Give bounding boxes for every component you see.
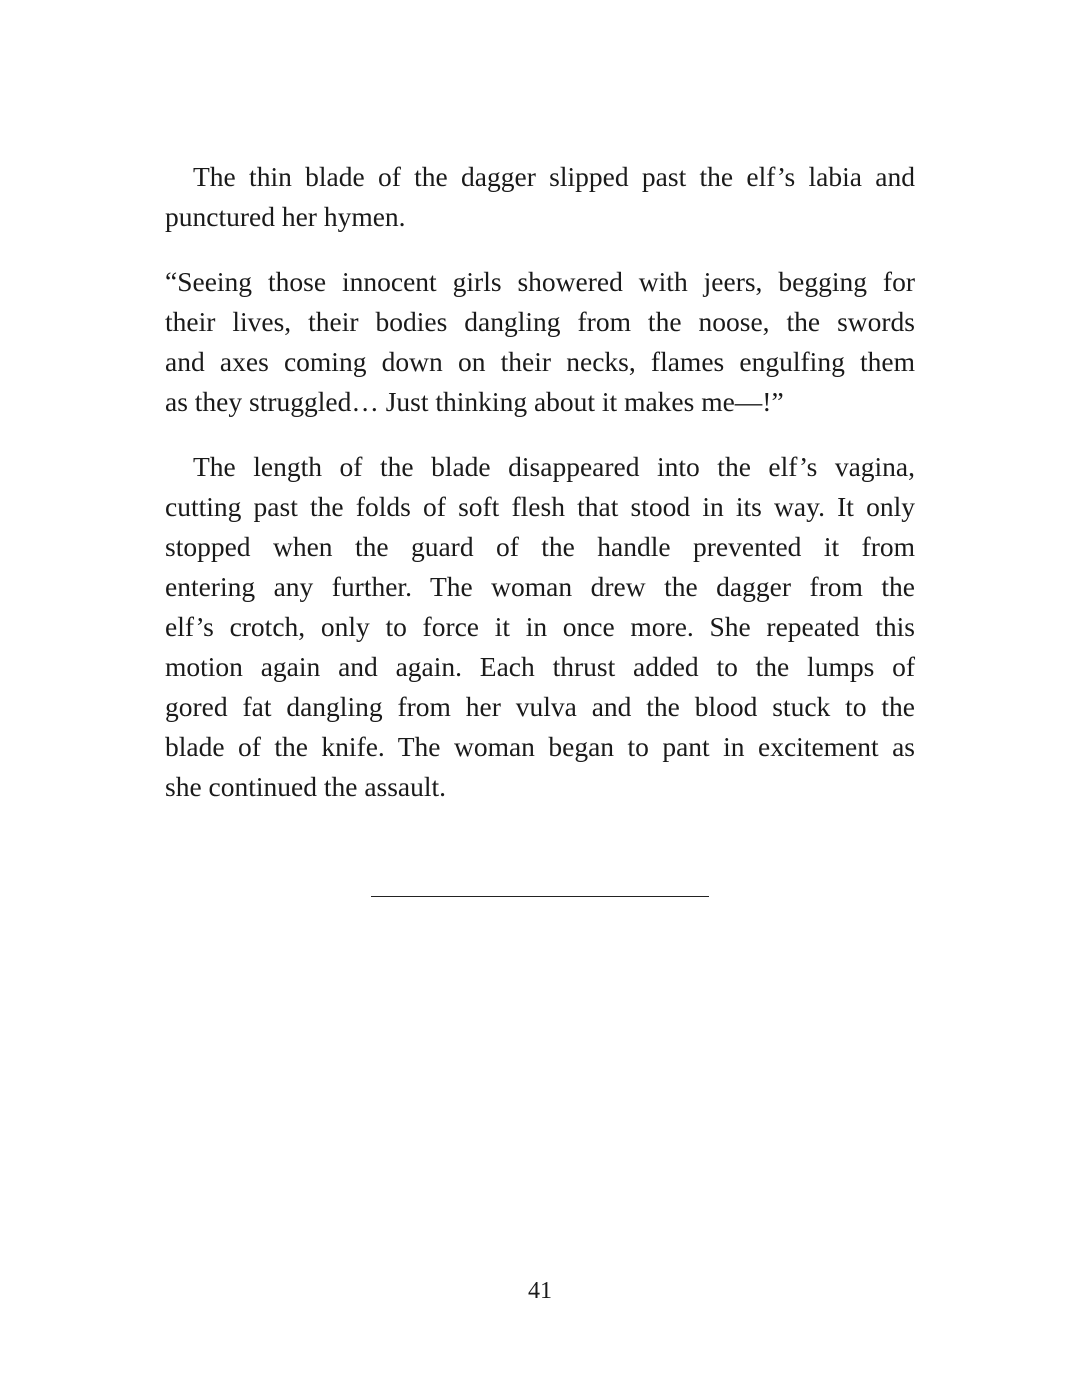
text-line: “Seeing those innocent girls showered with jeers, begging for xyxy=(165,266,915,297)
text-line: she continued the assault. xyxy=(165,771,447,802)
text-line: The length of the blade disappeared into the elf’s vagina, xyxy=(193,451,915,482)
text-line: entering any further. The woman drew the dagger from the xyxy=(165,571,915,602)
text-line: and axes coming down on their necks, flames engulfing them xyxy=(165,346,915,377)
body-text xyxy=(165,157,915,832)
page-number: 41 xyxy=(528,1278,552,1304)
text-line: their lives, their bodies dangling from the noose, the swords xyxy=(165,306,915,337)
paragraph xyxy=(165,262,915,422)
text-line: stopped when the guard of the handle prevented it from xyxy=(165,531,915,562)
section-divider xyxy=(371,896,709,897)
text-line: gored fat dangling from her vulva and the blood stuck to the xyxy=(165,691,915,722)
paragraph xyxy=(165,157,915,237)
text-line: punctured her hymen. xyxy=(165,201,406,232)
text-line: cutting past the folds of soft flesh that stood in its way. It only xyxy=(165,491,915,522)
text-line: blade of the knife. The woman began to pant in excitement as xyxy=(165,731,915,762)
text-line: The thin blade of the dagger slipped past the elf’s labia and xyxy=(193,161,915,192)
paragraph xyxy=(165,447,915,807)
text-line: motion again and again. Each thrust added to the lumps of xyxy=(165,651,915,682)
text-line: as they struggled… Just thinking about it makes me—!” xyxy=(165,386,784,417)
text-line: elf’s crotch, only to force it in once more. She repeated this xyxy=(165,611,915,642)
